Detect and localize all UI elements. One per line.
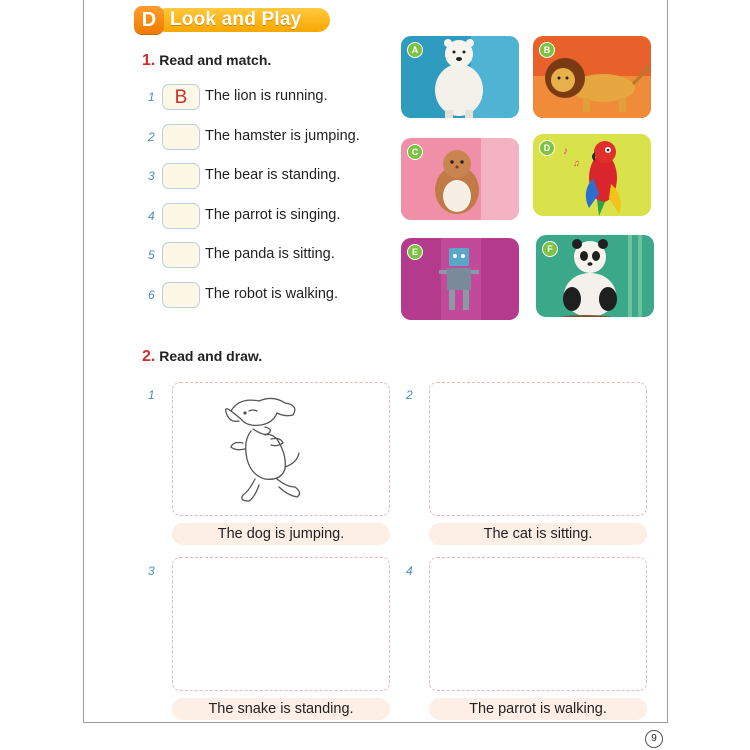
draw-box[interactable] [429, 382, 647, 516]
answer-box[interactable] [162, 124, 200, 150]
draw-box[interactable] [172, 557, 390, 691]
photo-robot [401, 238, 519, 320]
match-row-number: 1 [148, 90, 155, 104]
match-sentence: The hamster is jumping. [205, 128, 360, 144]
photo-letter: D [539, 140, 555, 156]
photo-lion [533, 36, 651, 118]
draw-item-number: 1 [148, 388, 155, 402]
answer-box[interactable]: B [162, 84, 200, 110]
match-row-number: 3 [148, 169, 155, 183]
draw-caption: The dog is jumping. [172, 523, 390, 545]
draw-box[interactable] [172, 382, 390, 516]
match-sentence: The panda is sitting. [205, 246, 335, 262]
photo-letter: A [407, 42, 423, 58]
section-header [134, 6, 332, 34]
match-row-number: 5 [148, 248, 155, 262]
photo-letter: E [407, 244, 423, 260]
draw-item-number: 4 [406, 564, 413, 578]
photo-letter: B [539, 42, 555, 58]
answer-box[interactable] [162, 163, 200, 189]
draw-caption: The cat is sitting. [429, 523, 647, 545]
match-sentence: The parrot is singing. [205, 207, 341, 223]
photo-parrot [533, 134, 651, 216]
photo-letter: F [542, 241, 558, 257]
page-number: 9 [645, 730, 663, 748]
draw-caption: The snake is standing. [172, 698, 390, 720]
photo-hamster [401, 138, 519, 220]
draw-box[interactable] [429, 557, 647, 691]
section1-heading [142, 52, 271, 70]
answer-box[interactable] [162, 282, 200, 308]
photo-panda [536, 235, 654, 317]
section2-title: Read and draw. [159, 348, 263, 364]
match-sentence: The lion is running. [205, 88, 328, 104]
draw-item-number: 3 [148, 564, 155, 578]
photo-letter: C [407, 144, 423, 160]
header-letter: D [134, 6, 164, 34]
match-sentence: The bear is standing. [205, 167, 341, 183]
match-row-number: 2 [148, 130, 155, 144]
svg-text:♫: ♫ [573, 158, 580, 168]
draw-caption: The parrot is walking. [429, 698, 647, 720]
match-row-number: 4 [148, 209, 155, 223]
answer-box[interactable] [162, 242, 200, 268]
draw-item-number: 2 [406, 388, 413, 402]
match-row-number: 6 [148, 288, 155, 302]
photo-polar-bear [401, 36, 519, 118]
workbook-page [83, 0, 668, 744]
answer-box[interactable] [162, 203, 200, 229]
match-sentence: The robot is walking. [205, 286, 338, 302]
section1-title: Read and match. [159, 52, 272, 68]
header-title: Look and Play [170, 9, 302, 30]
section2-heading [142, 348, 262, 366]
section1-number: 1. [142, 52, 156, 69]
svg-text:♪: ♪ [563, 146, 568, 157]
section2-number: 2. [142, 348, 156, 365]
dog-jumping-sketch [173, 383, 391, 517]
